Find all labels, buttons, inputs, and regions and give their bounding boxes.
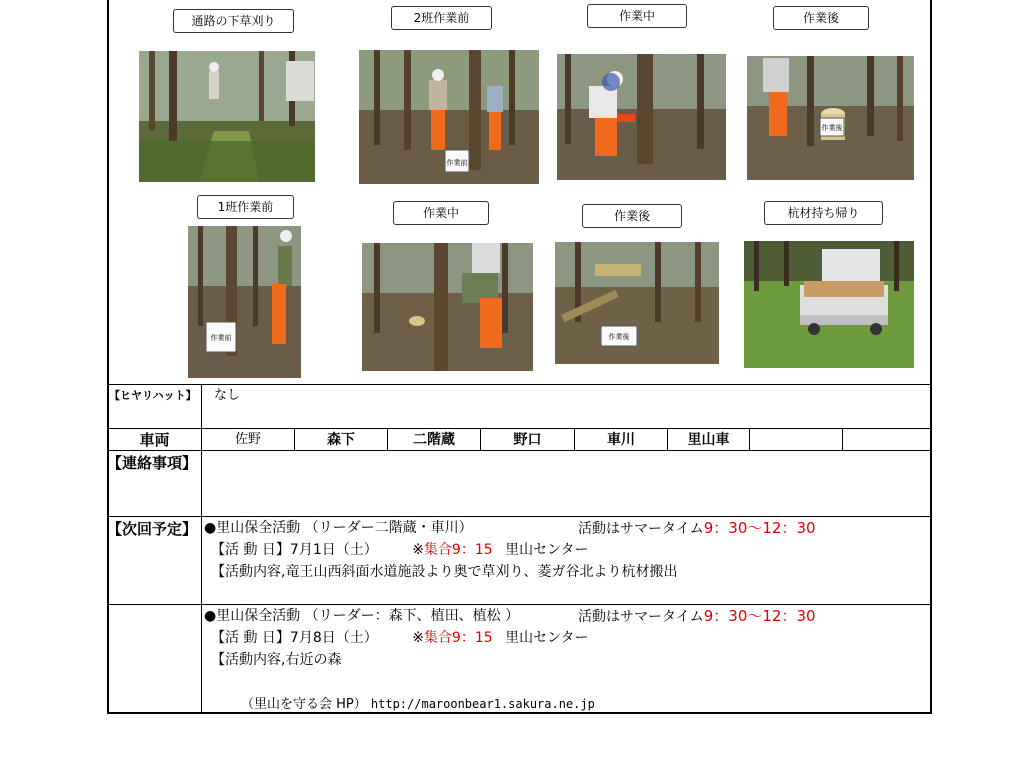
vehicle-driver: 森下 (327, 432, 355, 448)
photo-working-2 (362, 243, 533, 371)
homepage-link[interactable]: http://maroonbear1.sakura.ne.jp (370, 697, 595, 711)
photo-working-1 (557, 54, 726, 180)
svg-text:作業前: 作業前 (210, 334, 232, 342)
vehicle-label: 車両 (139, 431, 170, 449)
photo-after-1 (747, 56, 914, 180)
photo-caption: 作業中 (393, 201, 489, 225)
vehicle-driver: 野口 (513, 432, 542, 448)
next-item-content: 【活動内容,右近の森 (211, 652, 342, 668)
photo-caption: 作業後 (582, 204, 682, 228)
next-item-date: 【活 動 日】7月1日（土） ※集合9：15 里山センター (211, 542, 589, 558)
svg-text:作業後: 作業後 (608, 333, 630, 341)
photo-caption: 杭材持ち帰り (764, 201, 883, 225)
photo-caption: 2班作業前 (391, 6, 492, 30)
vehicle-driver (843, 430, 931, 450)
org-label: （里山を守る会 HP） (241, 697, 367, 712)
photo-undergrowth-cutting (139, 51, 315, 182)
photo-caption: 1班作業前 (197, 195, 294, 219)
photo-caption: 通路の下草刈り (173, 9, 294, 33)
photo-team1-before (188, 226, 301, 378)
next-item-content: 【活動内容,竜王山西斜面水道施設より奥で草刈り、菱ガ谷北より杭材搬出 (211, 564, 678, 580)
vehicle-driver: 佐野 (234, 432, 261, 447)
photo-caption: 作業中 (587, 4, 687, 28)
next-schedule-label: 【次回予定】 (107, 520, 198, 538)
vehicle-driver: 車川 (607, 432, 635, 448)
photo-after-2 (555, 242, 719, 364)
next-item-title: ●里山保全活動 （リーダー二階蔵・車川） (204, 520, 473, 536)
hiyari-value: なし (214, 388, 241, 403)
svg-text:作業後: 作業後 (821, 124, 843, 132)
homepage-footer (241, 695, 595, 714)
photo-stakes-carry (744, 241, 914, 368)
vehicle-driver (750, 430, 842, 450)
photo-team2-before (359, 50, 539, 184)
svg-text:作業前: 作業前 (446, 159, 468, 167)
renraku-label: 【連絡事項】 (107, 454, 198, 472)
next-item-summer-time: 活動はサマータイム9：30～12：30 (578, 607, 816, 625)
hiyari-label: 【ヒヤリハット】 (109, 389, 197, 402)
next-item-title: ●里山保全活動 （リーダー：森下、植田、植松 ） (204, 608, 520, 624)
vehicle-driver: 二階蔵 (413, 432, 455, 448)
next-item-summer-time: 活動はサマータイム9：30～12：30 (578, 519, 816, 537)
vehicle-driver: 里山車 (687, 432, 730, 448)
photo-caption: 作業後 (773, 6, 869, 30)
next-item-date: 【活 動 日】7月8日（土） ※集合9：15 里山センター (211, 630, 589, 646)
